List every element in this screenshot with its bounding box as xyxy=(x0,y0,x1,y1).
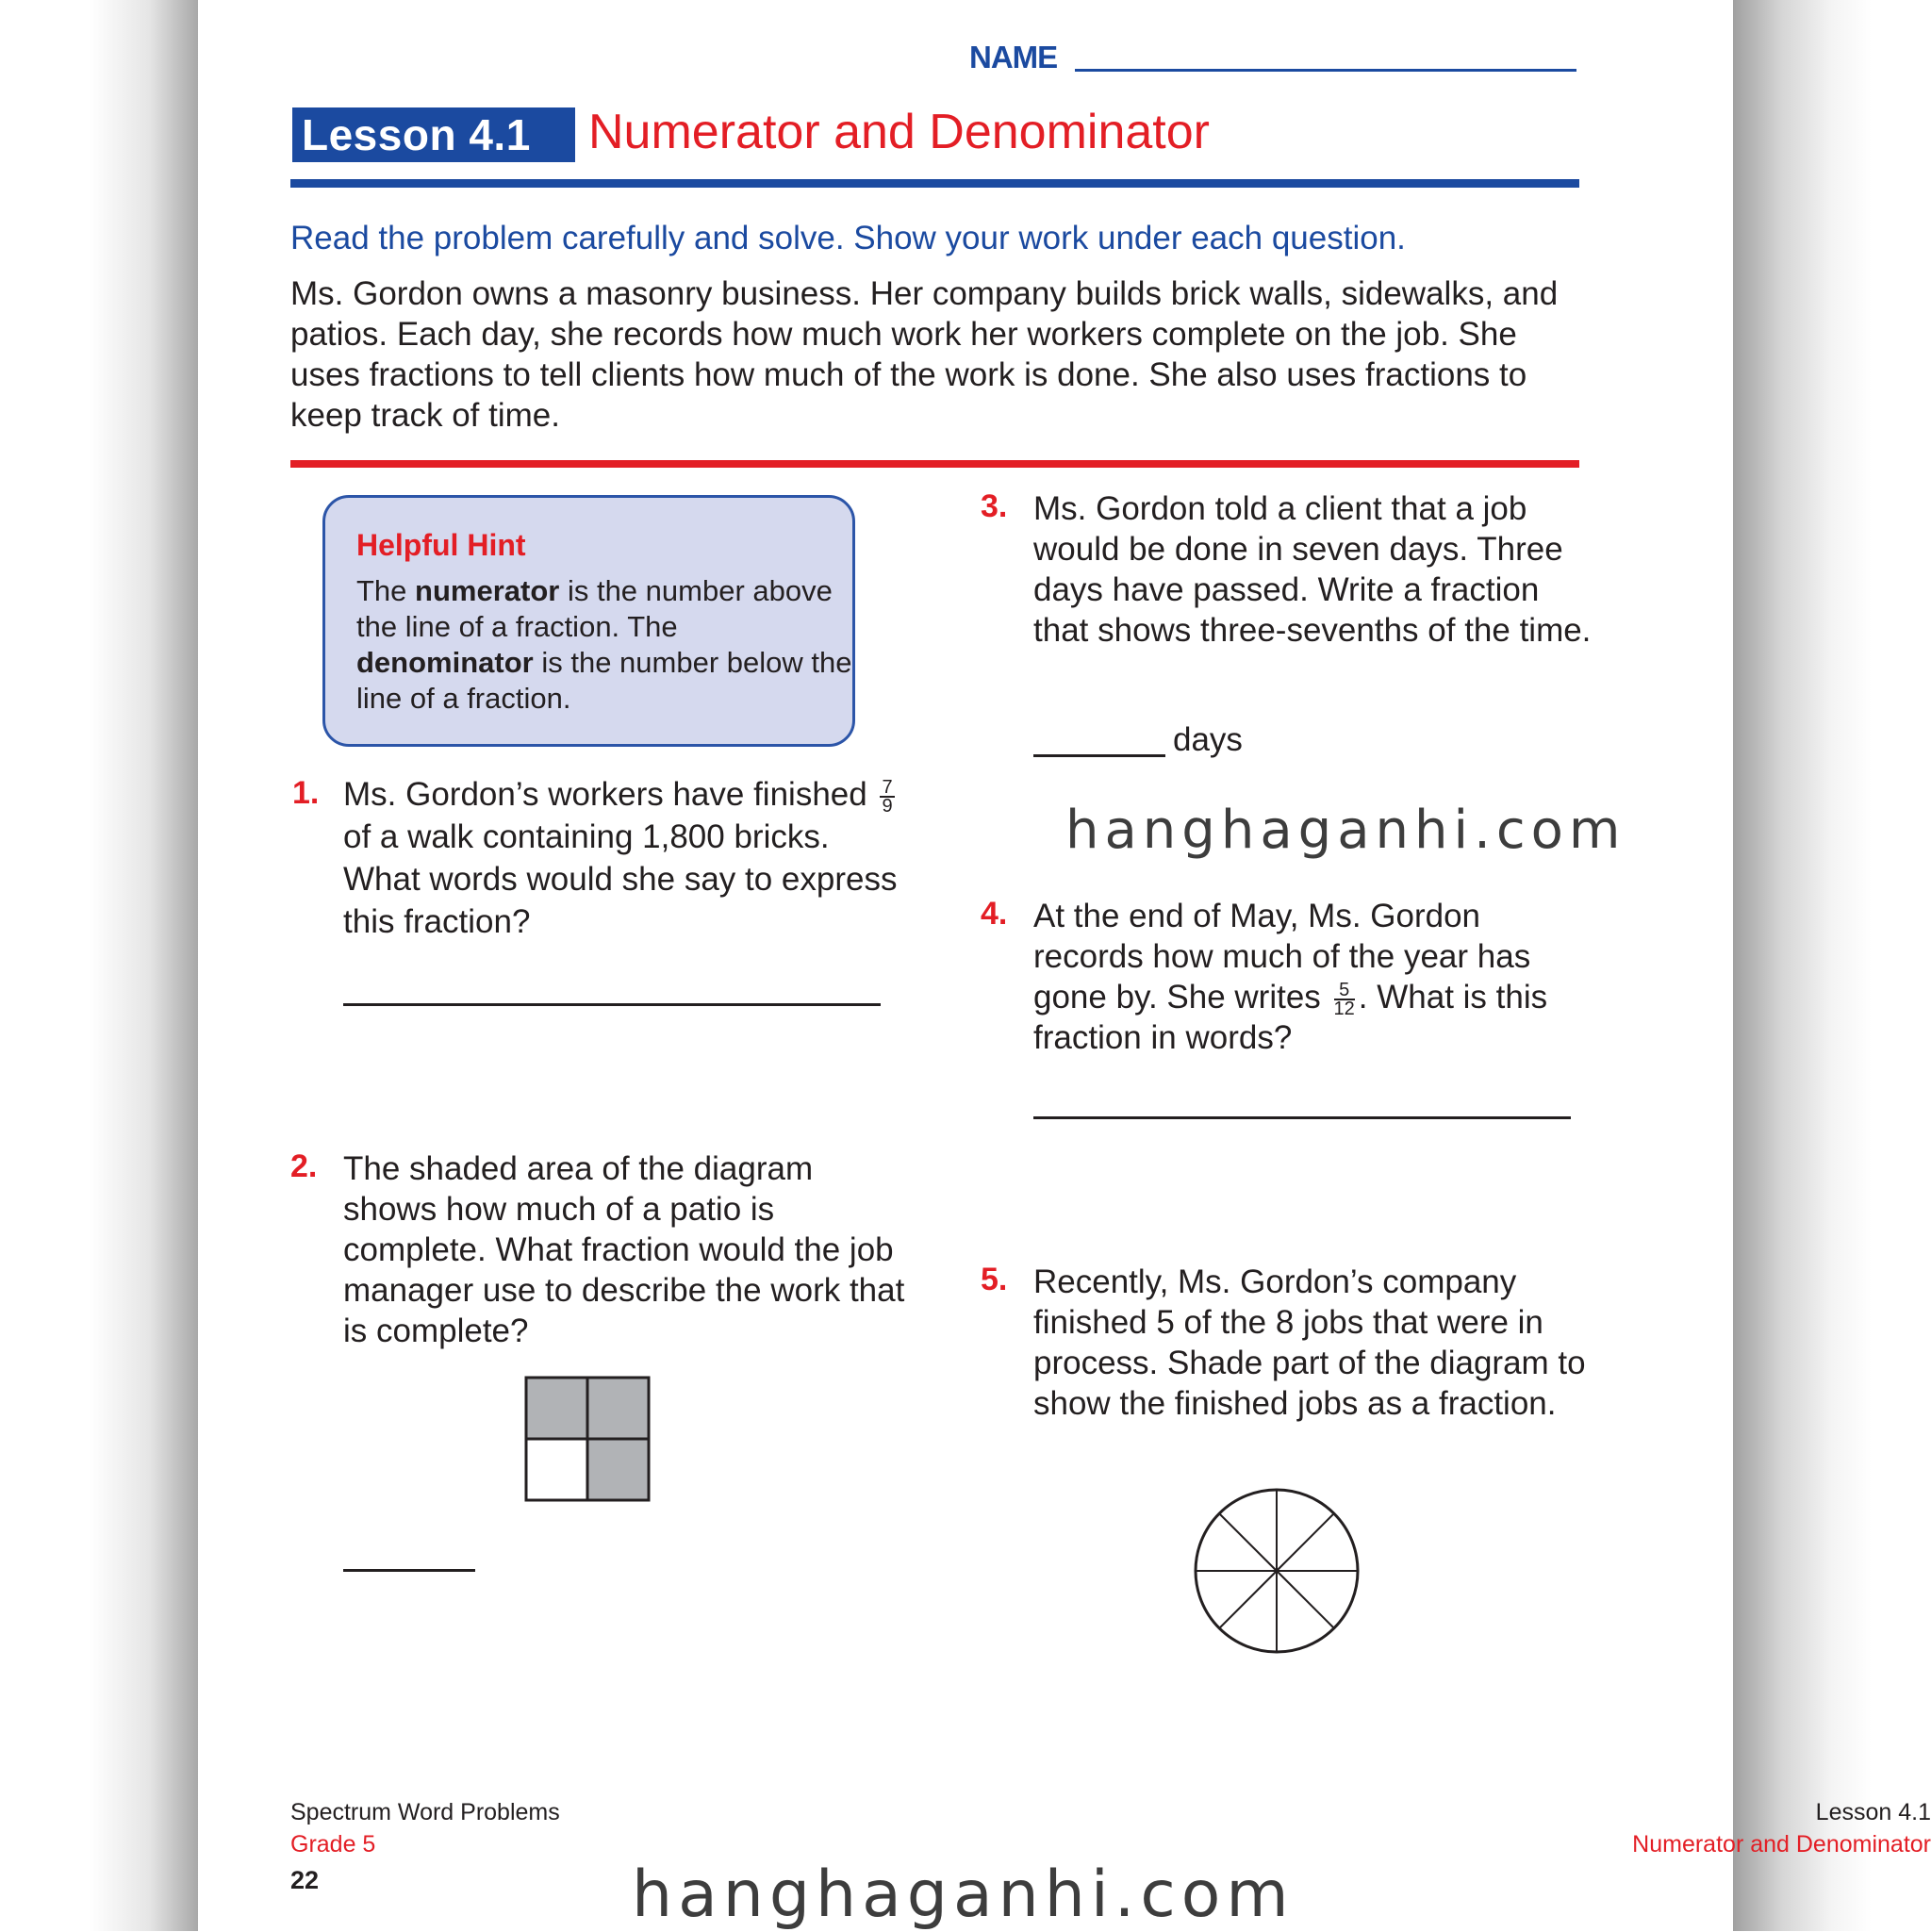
hint-text-part: is the number above the line of a fraction. The xyxy=(356,574,833,643)
fraction-denominator: 12 xyxy=(1333,998,1355,1019)
hint-text-part: The xyxy=(356,574,416,607)
question-3-answer-unit: days xyxy=(1173,721,1243,758)
question-3-number: 3. xyxy=(981,488,1008,524)
fraction-denominator: 9 xyxy=(882,795,893,817)
question-1-text-after: of a walk containing 1,800 bricks. What words would she say to express this fraction? xyxy=(343,818,898,940)
patio-grid-diagram xyxy=(524,1376,651,1502)
divider-red xyxy=(290,460,1579,468)
lesson-badge: Lesson 4.1 xyxy=(292,107,575,162)
question-4-text-before: At the end of May, Ms. Gordon records how much of the year has gone by. She writes xyxy=(1033,898,1531,1016)
hint-title: Helpful Hint xyxy=(356,528,526,562)
watermark: hanghaganhi.com xyxy=(1065,800,1626,861)
question-4-text-after: . What is this fraction in words? xyxy=(1033,979,1548,1056)
footer-right xyxy=(352,1796,1931,1860)
grid-cell-empty xyxy=(526,1439,587,1500)
question-3-answer-line[interactable] xyxy=(1033,754,1165,757)
question-1-text-before: Ms. Gordon’s workers have finished xyxy=(343,776,867,813)
page-title: Numerator and Denominator xyxy=(588,105,1210,159)
grid-cell-shaded xyxy=(526,1378,587,1439)
grid-cell-shaded xyxy=(587,1439,649,1500)
footer-lesson-title: Numerator and Denominator xyxy=(1632,1831,1931,1858)
hint-text xyxy=(356,573,852,717)
divider-blue xyxy=(290,179,1579,188)
helpful-hint-box xyxy=(322,495,855,747)
question-4-number: 4. xyxy=(981,896,1008,932)
grid-cell-shaded xyxy=(587,1378,649,1439)
question-2-text: The shaded area of the diagram shows how much of a patio is complete. What fraction would the job manager use to describe the work that is complete? xyxy=(343,1150,905,1349)
hint-term-numerator: numerator xyxy=(415,574,560,607)
watermark: hanghaganhi.com xyxy=(632,1858,1295,1932)
question-5-text: Recently, Ms. Gordon’s company finished 5 of the 8 jobs that were in process. Shade part of the diagram to show the finished jobs as a fraction. xyxy=(1033,1263,1586,1422)
footer-lesson: Lesson 4.1 xyxy=(1815,1799,1931,1825)
name-label: NAME xyxy=(969,40,1058,74)
question-2-answer-line[interactable] xyxy=(343,1569,475,1572)
page-shadow-right xyxy=(1733,0,1931,1931)
question-5-number: 5. xyxy=(981,1262,1008,1297)
intro-paragraph: Ms. Gordon owns a masonry business. Her company builds brick walls, sidewalks, and patios. Each day, she records how much work her workers complete on the job. She uses fractions to tell clients how much of the work is done. She also uses fractions to keep track of time. xyxy=(290,275,1559,434)
question-1-answer-line[interactable] xyxy=(343,1003,881,1006)
page-number: 22 xyxy=(290,1866,320,1894)
hint-text-part: is the number below the line of a fraction. xyxy=(356,646,852,715)
hint-term-denominator: denominator xyxy=(356,646,534,679)
instructions: Read the problem carefully and solve. Show your work under each question. xyxy=(290,220,1406,256)
fraction-5-12 xyxy=(1333,979,1355,1019)
fraction-7-9 xyxy=(880,776,894,817)
question-1-text xyxy=(343,773,909,943)
question-3-text: Ms. Gordon told a client that a job would be done in seven days. Three days have passed. Write a fraction that shows three-sevenths of the time. xyxy=(1033,490,1592,649)
jobs-circle-diagram[interactable] xyxy=(1192,1486,1362,1656)
page-shadow-left xyxy=(0,0,198,1931)
question-1-number: 1. xyxy=(292,775,320,811)
question-4-text xyxy=(1033,896,1599,1058)
fraction-numerator: 7 xyxy=(882,776,893,798)
question-4-answer-line[interactable] xyxy=(1033,1116,1571,1119)
footer-grade: Grade 5 xyxy=(290,1831,376,1858)
footer-book-title: Spectrum Word Problems xyxy=(290,1799,560,1825)
question-2-number: 2. xyxy=(290,1148,318,1184)
name-field[interactable] xyxy=(1075,69,1576,72)
fraction-numerator: 5 xyxy=(1334,982,1355,1000)
